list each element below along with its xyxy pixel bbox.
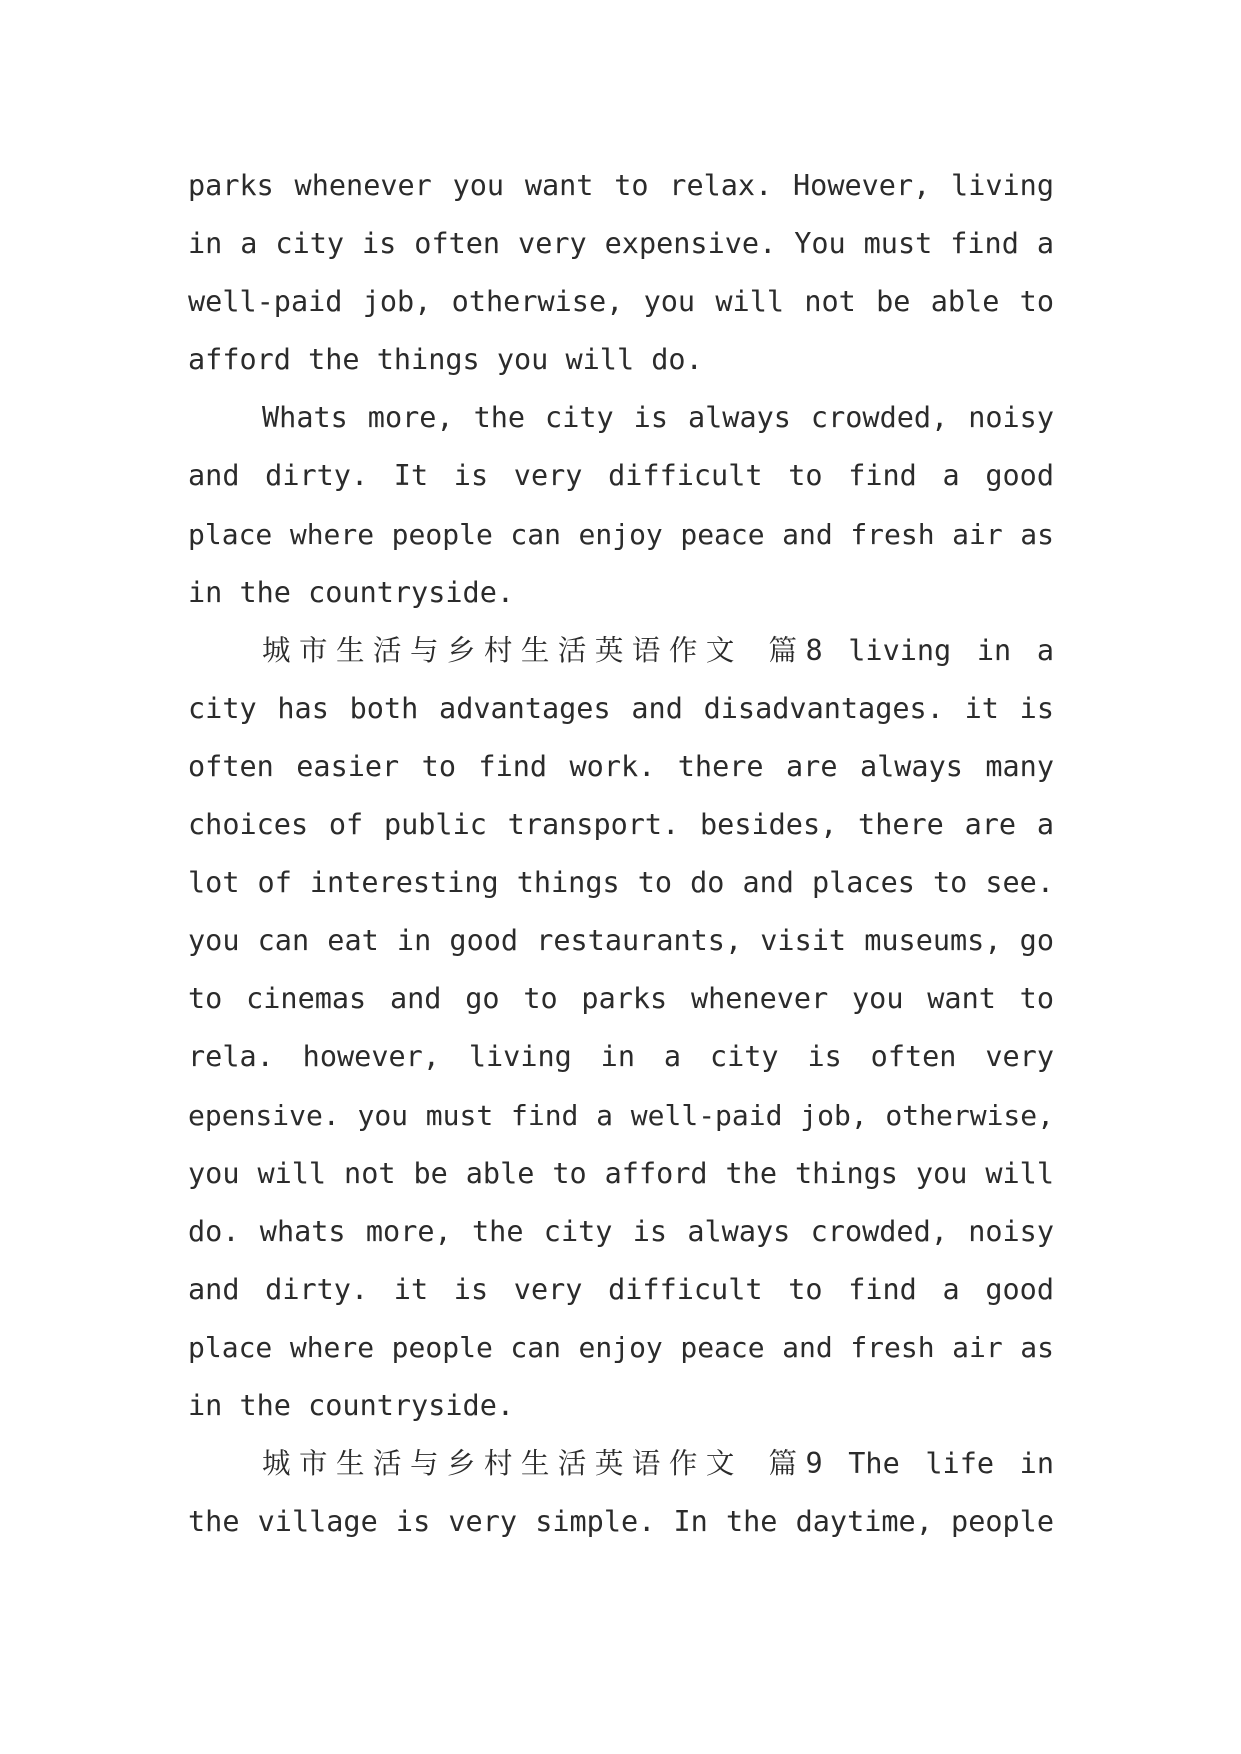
text-line: epensive. you must find a well-paid job, otherwise, [188, 1098, 1054, 1132]
text-line: and dirty. it is very difficult to find a good [188, 1272, 1054, 1306]
text-line: parks whenever you want to relax. However, living [188, 169, 1054, 202]
body-text [188, 157, 1054, 1551]
text-line: afford the things you will do. [188, 343, 703, 377]
text-line: rela. however, living in a city is often very [188, 1040, 1054, 1074]
text-line: city has both advantages and disadvantages. it is [188, 691, 1054, 725]
text-line: the village is very simple. In the daytime, people [188, 1505, 1054, 1539]
text-line: you can eat in good restaurants, visit museums, go [188, 924, 1054, 958]
text-line: in the countryside. [188, 1388, 515, 1422]
text-line: do. whats more, the city is always crowded, noisy [188, 1214, 1054, 1248]
text-line: choices of public transport. besides, there are a [188, 808, 1054, 842]
text-line: well-paid job, otherwise, you will not be able to [188, 285, 1054, 319]
text-line: in a city is often very expensive. You must find a [188, 227, 1054, 261]
text-line: to cinemas and go to parks whenever you want to [188, 982, 1054, 1016]
section-heading-line: 城市生活与乡村生活英语作文 篇9 The life in [262, 1447, 1054, 1481]
text-line: lot of interesting things to do and places to see. [188, 866, 1054, 900]
text-line: place where people can enjoy peace and fresh air as [188, 1330, 1054, 1364]
text-line: often easier to find work. there are always many [188, 749, 1054, 783]
text-line: Whats more, the city is always crowded, noisy [262, 401, 1054, 435]
text-line: and dirty. It is very difficult to find a good [188, 459, 1054, 493]
text-line: in the countryside. [188, 575, 515, 609]
text-line: place where people can enjoy peace and fresh air as [188, 517, 1054, 551]
section-heading-line: 城市生活与乡村生活英语作文 篇8 living in a [262, 633, 1054, 667]
text-line: you will not be able to afford the things you will [188, 1156, 1054, 1190]
